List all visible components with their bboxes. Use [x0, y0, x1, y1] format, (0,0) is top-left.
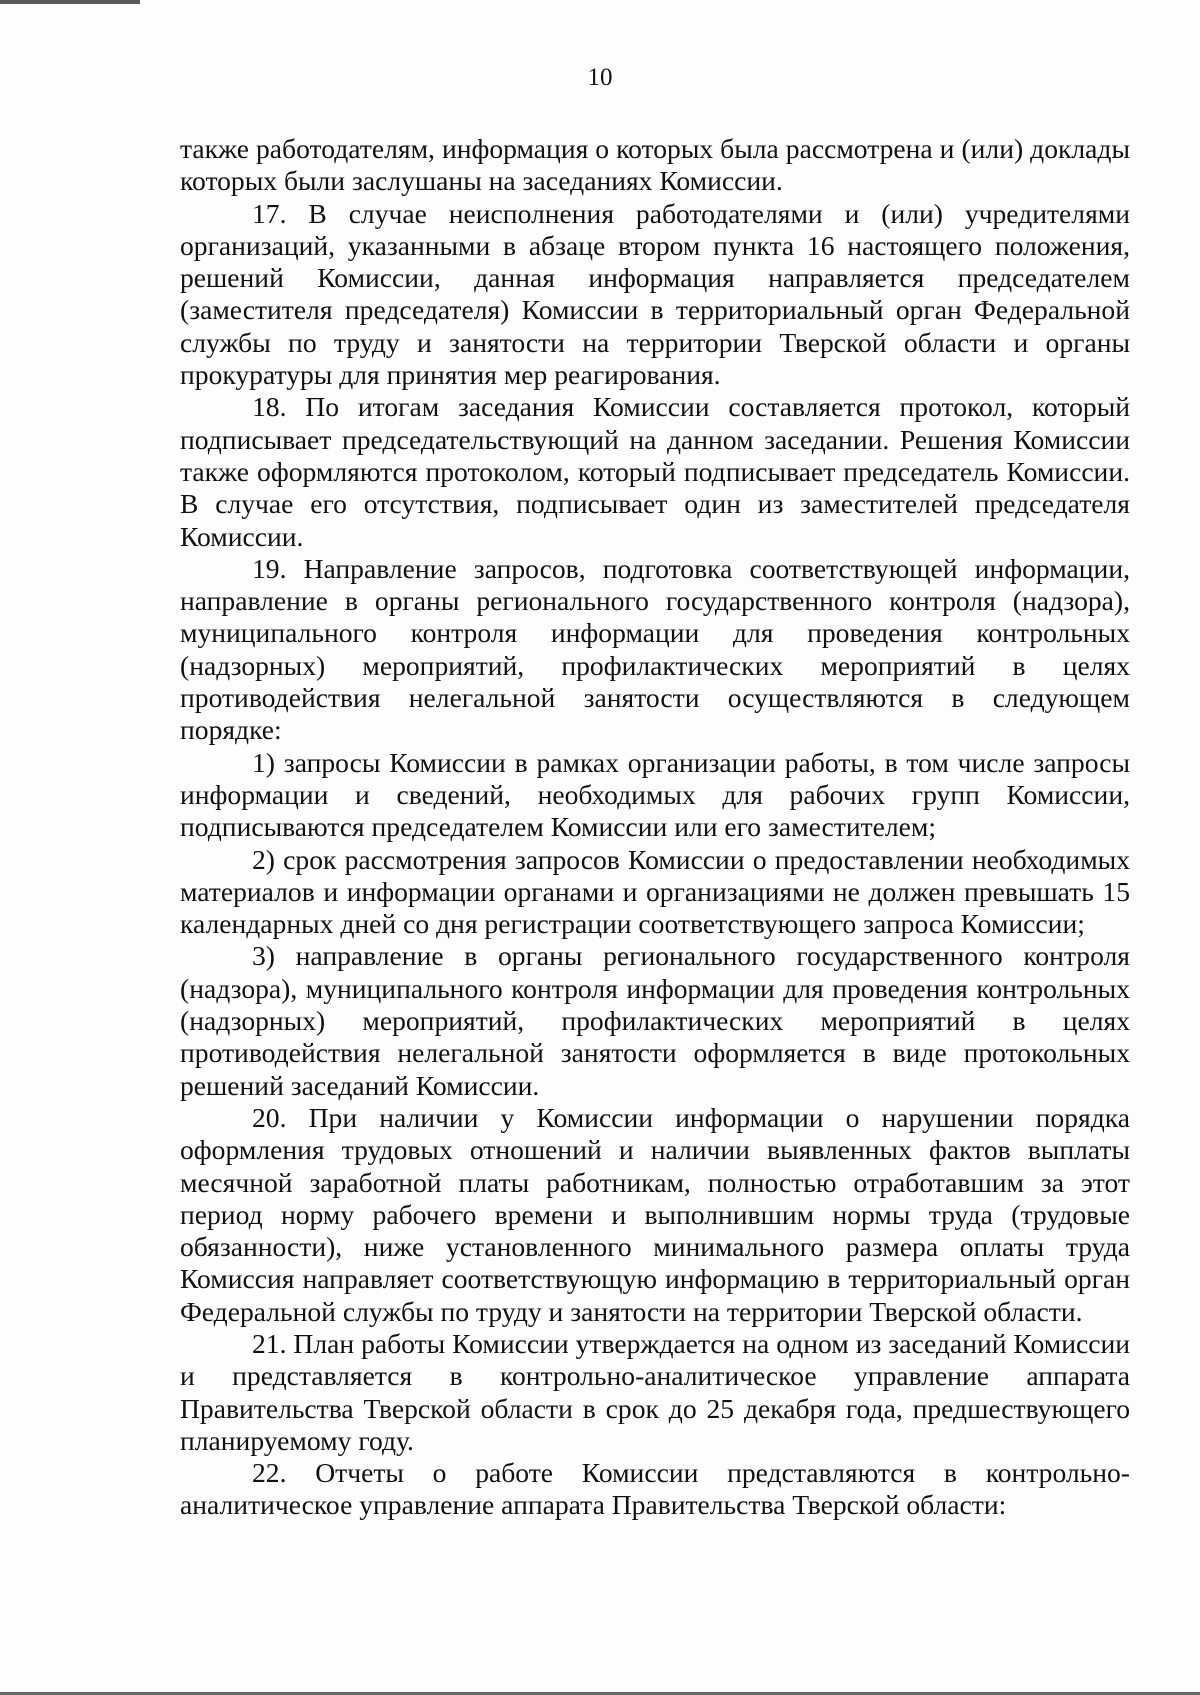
- paragraph-item-17: 17. В случае неисполнения работодателями и (или) учредителями организаций, указанными в абзаце втором пункта 16 настоящего положения, решений Комиссии, данная информация направляется председателем (заместителя председателя) Комиссии в территориальный орган Федеральной службы по труду и занятости на территории Тверской области и органы прокуратуры для принятия мер реагирования.: [180, 197, 1130, 391]
- document-body: [180, 133, 1130, 1522]
- paragraph-subitem-2: 2) срок рассмотрения запросов Комиссии о предоставлении необходимых материалов и информации органами и организациями не должен превышать 15 календарных дней со дня регистрации соответствующего запроса Комиссии;: [180, 843, 1130, 940]
- paragraph-subitem-3: 3) направление в органы регионального государственного контроля (надзора), муниципального контроля информации для проведения контрольных (надзорных) мероприятий, профилактических мероприятий в целях противодействия нелегальной занятости оформляется в виде протокольных решений заседаний Комиссии.: [180, 940, 1130, 1101]
- paragraph-item-20: 20. При наличии у Комиссии информации о нарушении порядка оформления трудовых отношений и наличии выявленных фактов выплаты месячной заработной платы работникам, полностью отработавшим за этот период норму рабочего времени и выполнившим нормы труда (трудовые обязанности), ниже установленного минимального размера оплаты труда Комиссия направляет соответствующую информацию в территориальный орган Федеральной службы по труду и занятости на территории Тверской области.: [180, 1101, 1130, 1327]
- page-number: 10: [587, 64, 613, 91]
- paragraph-item-18: 18. По итогам заседания Комиссии составляется протокол, который подписывает председательствующий на данном заседании. Решения Комиссии также оформляются протоколом, который подписывает председатель Комиссии. В случае его отсутствия, подписывает один из заместителей председателя Комиссии.: [180, 391, 1130, 552]
- paragraph-subitem-1: 1) запросы Комиссии в рамках организации работы, в том числе запросы информации и сведений, необходимых для рабочих групп Комиссии, подписываются председателем Комиссии или его заместителем;: [180, 746, 1130, 843]
- paragraph-item-21: 21. План работы Комиссии утверждается на одном из заседаний Комиссии и представляется в контрольно-аналитическое управление аппарата Правительства Тверской области в срок до 25 декабря года, предшествующего планируемому году.: [180, 1327, 1130, 1456]
- paragraph-continuation: также работодателям, информация о которых была рассмотрена и (или) доклады которых были заслушаны на заседаниях Комиссии.: [180, 133, 1130, 197]
- paragraph-item-19: 19. Направление запросов, подготовка соответствующей информации, направление в органы регионального государственного контроля (надзора), муниципального контроля информации для проведения контрольных (надзорных) мероприятий, профилактических мероприятий в целях противодействия нелегальной занятости осуществляются в следующем порядке:: [180, 552, 1130, 746]
- paragraph-item-22: 22. Отчеты о работе Комиссии представляются в контрольно-аналитическое управление аппарата Правительства Тверской области:: [180, 1457, 1130, 1521]
- scan-edge-top: [0, 0, 140, 4]
